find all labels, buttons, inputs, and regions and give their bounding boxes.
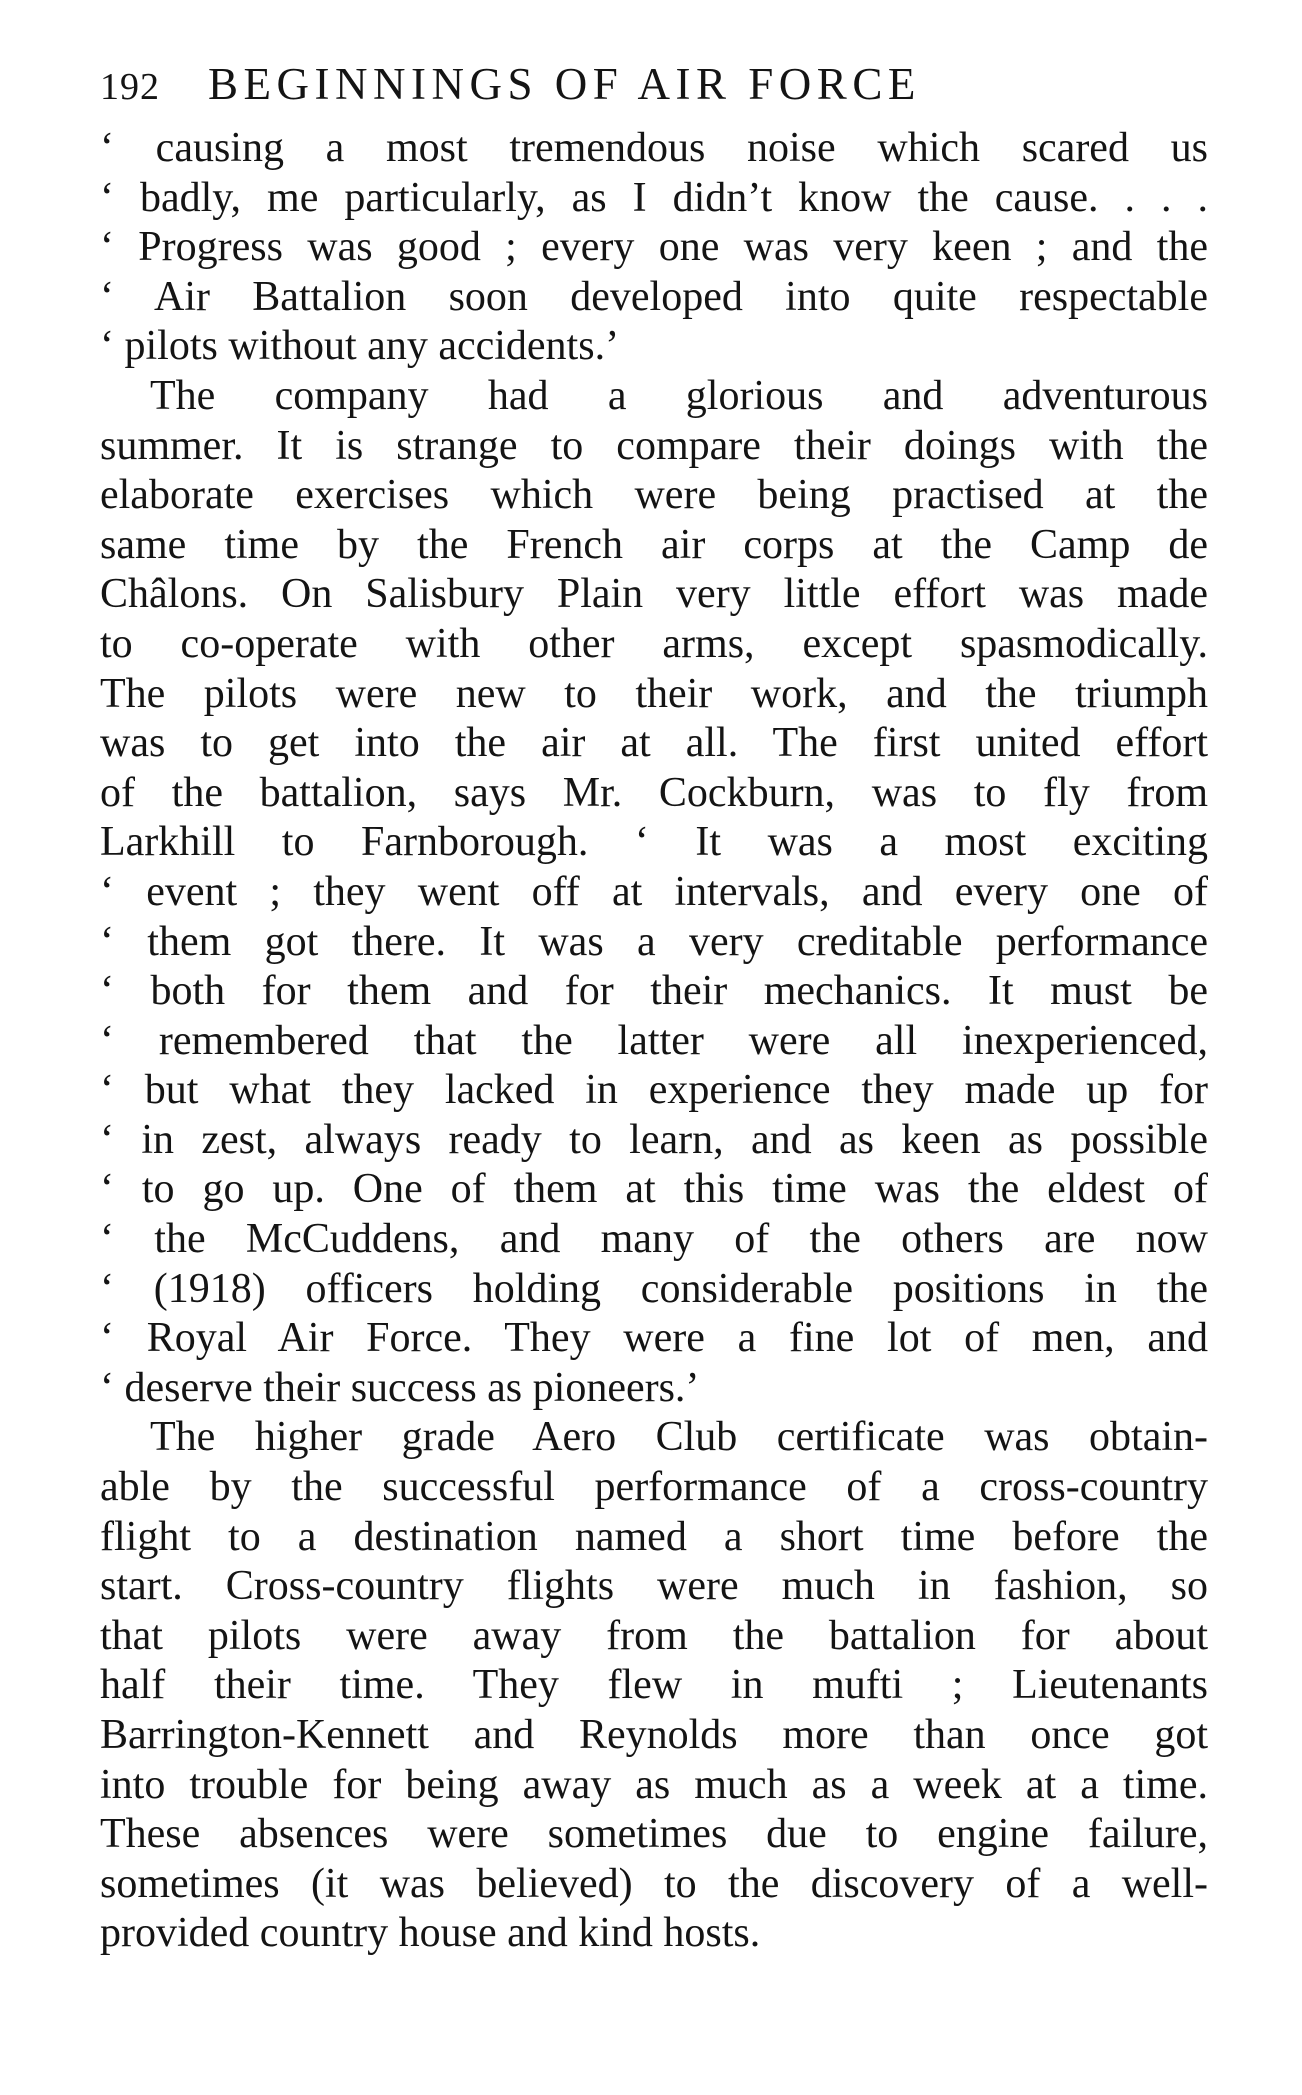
text-line: flight to a destination named a short time before the xyxy=(100,1513,1208,1560)
text-line: of the battalion, says Mr. Cockburn, was to fly from xyxy=(100,769,1208,816)
text-line: ‘ to go up. One of them at this time was the eldest of xyxy=(100,1166,1208,1213)
text-line: ‘ (1918) officers holding considerable positions in the xyxy=(100,1265,1208,1312)
text-line: Châlons. On Salisbury Plain very little effort was made xyxy=(100,571,1208,618)
page-number: 192 xyxy=(100,66,160,108)
text-line: ‘ both for them and for their mechanics. It must be xyxy=(100,968,1208,1015)
text-line: ‘ the McCuddens, and many of the others are now xyxy=(100,1216,1208,1263)
text-line: elaborate exercises which were being practised at the xyxy=(100,472,1208,519)
book-page xyxy=(100,58,1208,1959)
text-line: provided country house and kind hosts. xyxy=(100,1910,761,1957)
running-title: BEGINNINGS OF AIR FORCE xyxy=(208,59,921,109)
running-head xyxy=(100,58,1208,120)
text-line: Barrington-Kennett and Reynolds more than once got xyxy=(100,1712,1208,1758)
text-line: ‘ event ; they went off at intervals, and every one of xyxy=(100,868,1208,915)
text-line: The pilots were new to their work, and the triumph xyxy=(100,670,1208,717)
text-line: ‘ Air Battalion soon developed into quite respectable xyxy=(100,273,1208,320)
text-line: able by the successful performance of a cross-country xyxy=(100,1464,1208,1511)
text-line: ‘ in zest, always ready to learn, and as keen as possible xyxy=(100,1116,1208,1163)
text-line: ‘ Progress was good ; every one was very keen ; and the xyxy=(100,224,1208,271)
text-line: start. Cross-country flights were much in fashion, so xyxy=(100,1563,1208,1610)
text-line: sometimes (it was believed) to the discovery of a well- xyxy=(100,1860,1208,1907)
text-line: The company had a glorious and adventurous xyxy=(150,372,1208,419)
paragraph xyxy=(100,124,1208,372)
paragraph xyxy=(100,1413,1208,1959)
text-line: same time by the French air corps at the Camp de xyxy=(100,521,1208,568)
text-line: ‘ pilots without any accidents.’ xyxy=(100,323,620,370)
text-line: Larkhill to Farnborough. ‘ It was a most exciting xyxy=(100,819,1208,866)
text-line: ‘ remembered that the latter were all inexperienced, xyxy=(100,1017,1208,1064)
text-line: summer. It is strange to compare their doings with the xyxy=(100,422,1208,469)
text-line: to co-operate with other arms, except spasmodically. xyxy=(100,620,1208,667)
text-line: ‘ deserve their success as pioneers.’ xyxy=(100,1364,700,1411)
text-line: ‘ badly, me particularly, as I didn’t know the cause. . . . xyxy=(100,174,1208,221)
text-line: ‘ causing a most tremendous noise which scared us xyxy=(100,125,1208,171)
text-line: ‘ but what they lacked in experience they made up for xyxy=(100,1067,1208,1114)
text-line: The higher grade Aero Club certificate was obtain- xyxy=(150,1414,1208,1461)
text-line: These absences were sometimes due to engine failure, xyxy=(100,1811,1208,1858)
text-line: half their time. They flew in mufti ; Lieutenants xyxy=(100,1662,1208,1709)
text-line: ‘ Royal Air Force. They were a fine lot of men, and xyxy=(100,1315,1208,1362)
text-line: was to get into the air at all. The first united effort xyxy=(100,720,1208,767)
text-line: that pilots were away from the battalion for about xyxy=(100,1612,1208,1659)
body-text xyxy=(100,124,1208,1959)
paragraph xyxy=(100,372,1208,1413)
text-line: into trouble for being away as much as a week at a time. xyxy=(100,1761,1208,1808)
text-line: ‘ them got there. It was a very creditable performance xyxy=(100,918,1208,965)
